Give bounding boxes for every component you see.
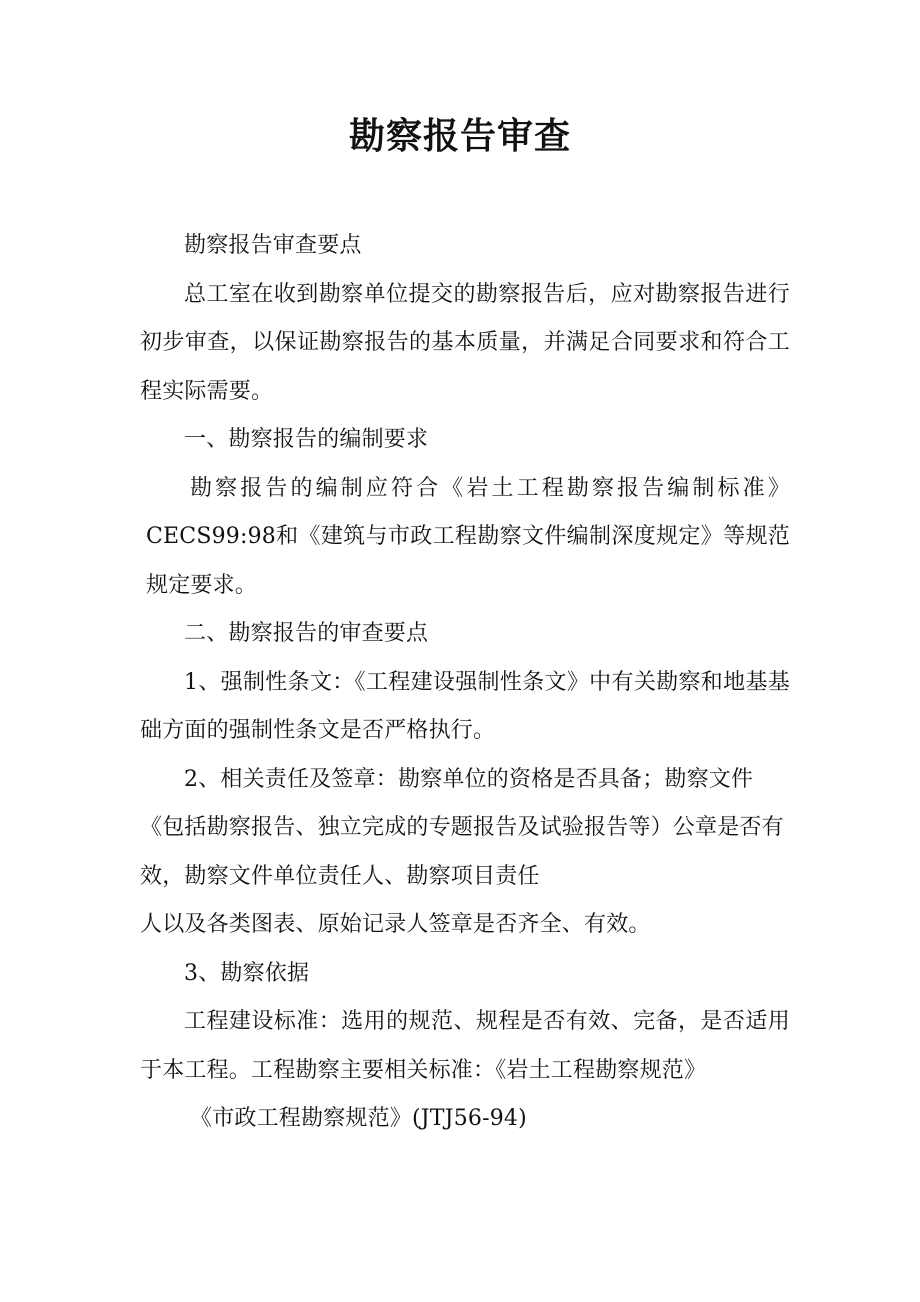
section-heading-review-points: 二、勘察报告的审查要点	[184, 621, 429, 646]
document-title: 勘察报告审查	[348, 115, 571, 157]
paragraph-survey-basis-heading: 3、勘察依据	[184, 960, 310, 986]
paragraph-review-points-heading: 勘察报告审查要点	[184, 233, 362, 258]
section-heading-compilation-requirements: 一、勘察报告的编制要求	[184, 427, 429, 452]
paragraph-municipal-survey-code: 《市政工程勘察规范》(JTJ56-94)	[190, 1106, 527, 1131]
paragraph-engineering-standards: 工程建设标准：选用的规范、规程是否有效、完备，是否适用于本工程。工程勘察主要相关标准：《岩土工程勘察规范》	[140, 1009, 790, 1083]
paragraph-compilation-standards: 勘察报告的编制应符合《岩土工程勘察报告编制标准》CECS99:98和《建筑与市政工程勘察文件编制深度规定》等规范规定要求。	[146, 475, 790, 598]
paragraph-intro: 总工室在收到勘察单位提交的勘察报告后，应对勘察报告进行初步审查，以保证勘察报告的基本质量，并满足合同要求和符合工程实际需要。	[140, 281, 790, 404]
document-body	[140, 222, 790, 1144]
paragraph-responsibility-signatures-continued: 人以及各类图表、原始记录人签章是否齐全、有效。	[140, 912, 651, 937]
paragraph-mandatory-provisions: 1、强制性条文：《工程建设强制性条文》中有关勘察和地基基础方面的强制性条文是否严格执行。	[140, 669, 790, 743]
paragraph-responsibility-signatures: 2、相关责任及签章：勘察单位的资格是否具备；勘察文件《包括勘察报告、独立完成的专题报告及试验报告等）公章是否有效，勘察文件单位责任人、勘察项目责任	[140, 766, 784, 889]
